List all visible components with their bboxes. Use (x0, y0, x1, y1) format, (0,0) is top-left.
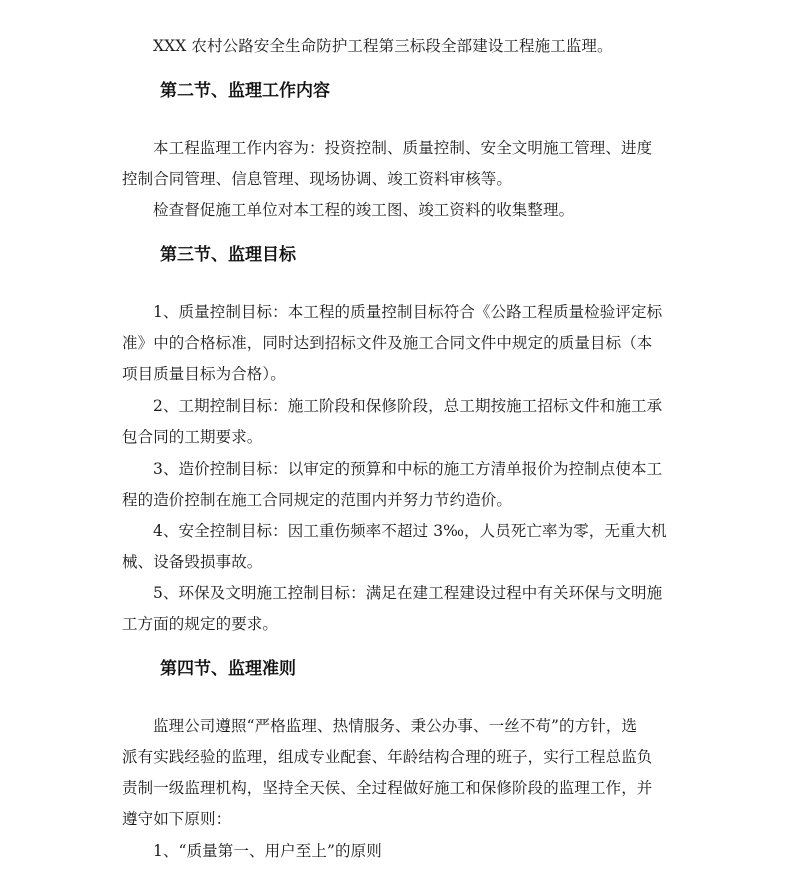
paragraph-line: 项目质量目标为合格）。 (122, 365, 286, 383)
paragraph-line: 遵守如下原则： (122, 810, 232, 828)
paragraph-line: 5、环保及文明施工控制目标：满足在建工程建设过程中有关环保与文明施 (153, 584, 663, 602)
paragraph-line: 4、安全控制目标：因工重伤频率不超过 3‰，人员死亡率为零，无重大机 (153, 522, 667, 540)
paragraph-line: 械、设备毁损事故。 (122, 553, 263, 571)
paragraph-line: 2、工期控制目标：施工阶段和保修阶段，总工期按施工招标文件和施工承 (153, 397, 663, 415)
paragraph-line: 监理公司遵照“严格监理、热情服务、秉公办事、一丝不苟”的方针，选 (153, 717, 638, 735)
paragraph-line: 3、造价控制目标：以审定的预算和中标的施工方清单报价为控制点使本工 (153, 460, 663, 478)
paragraph-line: 包合同的工期要求。 (122, 428, 263, 446)
principle-item: 1、“质量第一、用户至上”的原则 (153, 842, 382, 860)
paragraph-line: 控制合同管理、信息管理、现场协调、竣工资料审核等。 (122, 170, 513, 188)
paragraph-line: 派有实践经验的监理，组成专业配套、年龄结构合理的班子，实行工程总监负 (122, 748, 653, 766)
paragraph-line: 程的造价控制在施工合同规定的范围内并努力节约造价。 (122, 491, 513, 509)
paragraph-line: 责制一级监理机构，坚持全天侯、全过程做好施工和保修阶段的监理工作，并 (122, 779, 653, 797)
paragraph-line: 准》中的合格标准，同时达到招标文件及施工合同文件中规定的质量目标（本 (122, 334, 653, 352)
section-heading-3: 第三节、监理目标 (160, 245, 296, 265)
paragraph-line: 工方面的规定的要求。 (122, 615, 279, 633)
paragraph-intro: XXX 农村公路安全生命防护工程第三标段全部建设工程施工监理。 (153, 37, 613, 55)
paragraph-line: 本工程监理工作内容为：投资控制、质量控制、安全文明施工管理、进度 (153, 139, 653, 157)
section-heading-2: 第二节、监理工作内容 (160, 81, 330, 101)
section-heading-4: 第四节、监理准则 (160, 659, 296, 679)
paragraph-line: 检查督促施工单位对本工程的竣工图、竣工资料的收集整理。 (153, 201, 575, 219)
paragraph-line: 1、质量控制目标：本工程的质量控制目标符合《公路工程质量检验评定标 (153, 303, 663, 321)
